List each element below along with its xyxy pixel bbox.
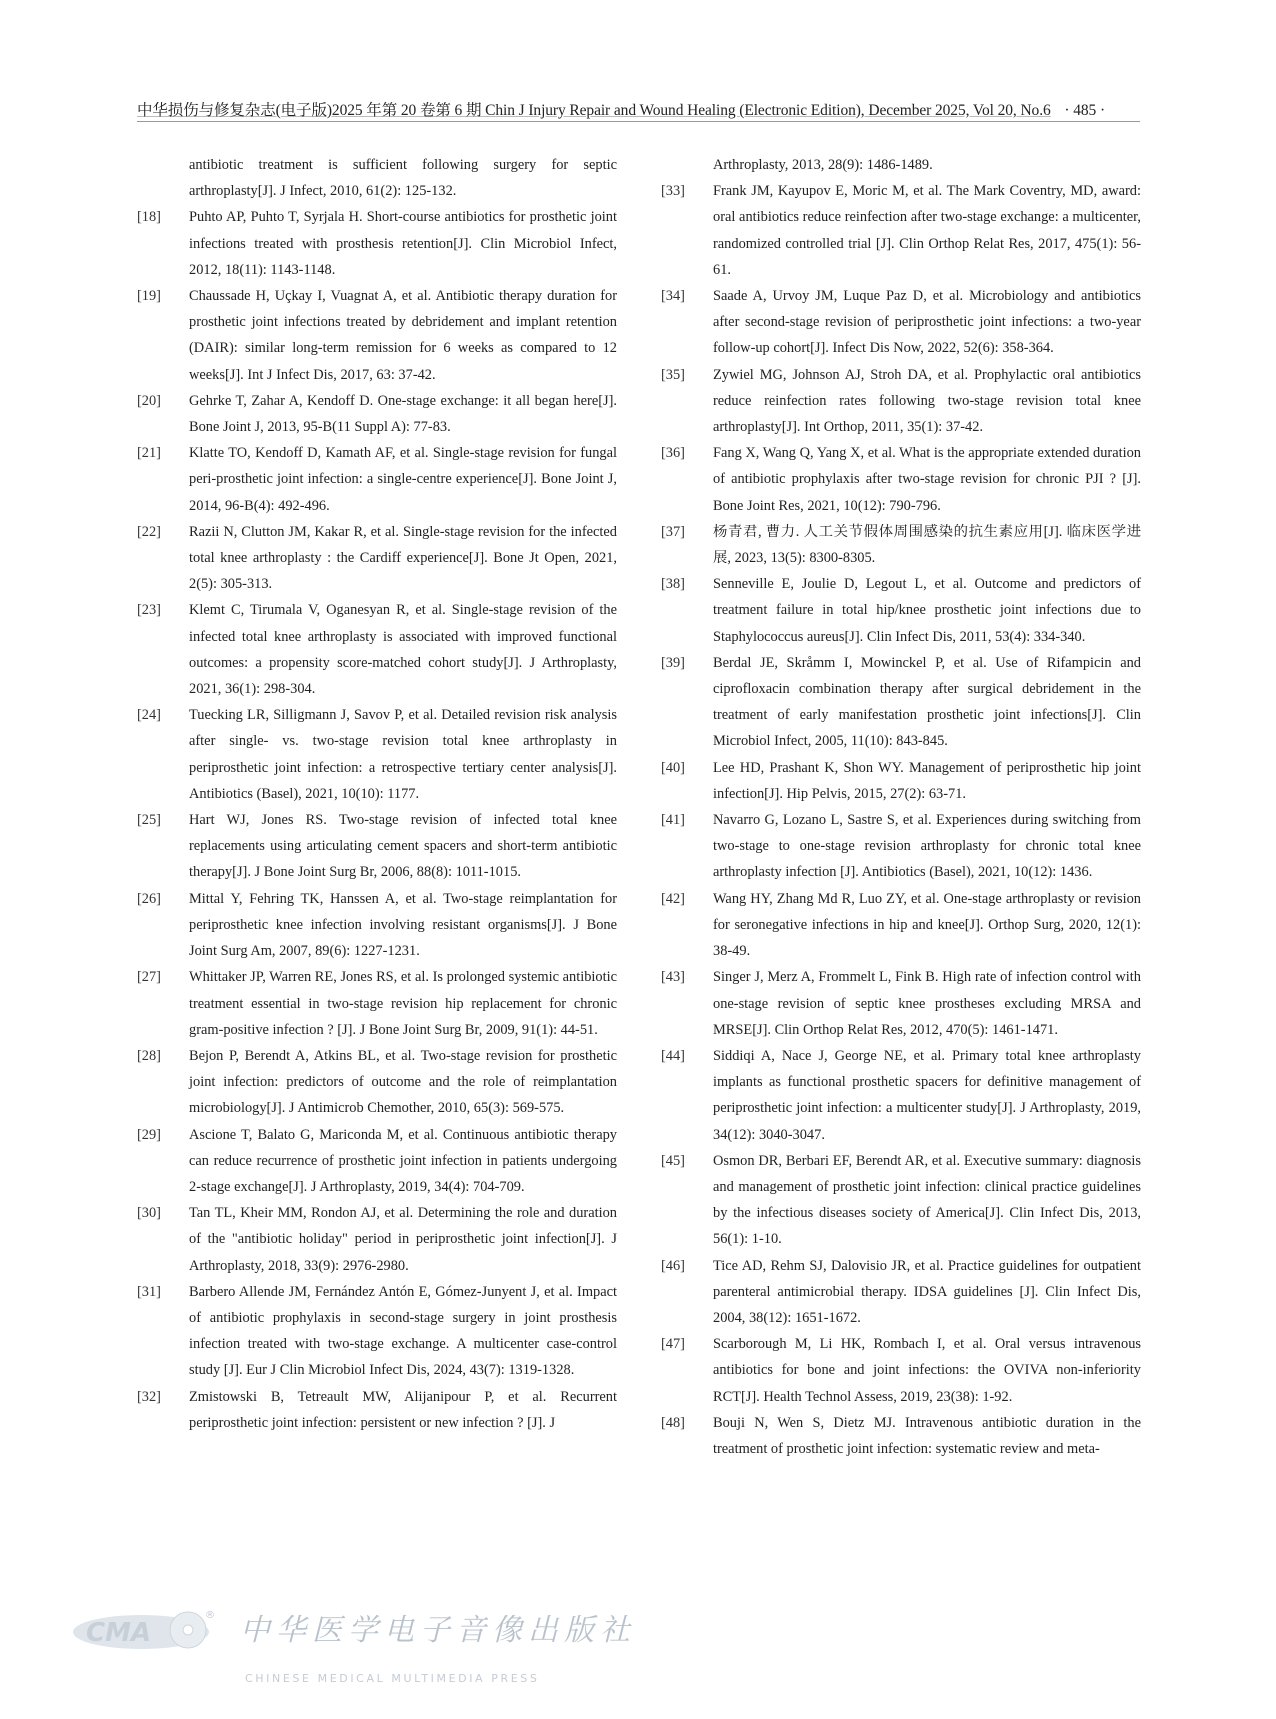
reference-number: [24] <box>137 707 161 724</box>
reference-text: Fang X, Wang Q, Yang X, et al. What is the appropriate extended duration of antibiotic prophylaxis after two-stage revision for chronic PJI ? [J]. Bone Joint Res, 2021, 10(12): 790-796. <box>713 445 1141 514</box>
reference-text: Senneville E, Joulie D, Legout L, et al. Outcome and predictors of treatment failure in total hip/knee prosthetic joint infections due to Staphylococcus aureus[J]. Clin Infect Dis, 2011, 53(4): 334-340. <box>713 576 1141 645</box>
reference-number: [44] <box>661 1047 685 1064</box>
reference-number: [25] <box>137 812 161 829</box>
reference-text: Barbero Allende JM, Fernández Antón E, Gómez-Junyent J, et al. Impact of antibiotic prophylaxis in second-stage surgery in joint prosthesis infection treated with two-stage exchange. A multicenter case-control study [J]. Eur J Clin Microbiol Infect Dis, 2024, 43(7): 1319-1328. <box>189 1283 617 1379</box>
reference-entry <box>661 440 1141 519</box>
reference-text: Bejon P, Berendt A, Atkins BL, et al. Two-stage revision for prosthetic joint infection: predictors of outcome and the role of reimplantation microbiology[J]. J Antimicrob Chemother, 2010, 65(3): 569-575. <box>189 1047 617 1117</box>
reference-text: Bouji N, Wen S, Dietz MJ. Intravenous antibiotic duration in the treatment of prosthetic joint infection: systematic review and meta- <box>713 1414 1141 1457</box>
reference-number: [38] <box>661 576 685 593</box>
reference-number: [30] <box>137 1205 161 1222</box>
reference-number: [20] <box>137 392 161 409</box>
reference-entry <box>137 440 617 519</box>
reference-text: Berdal JE, Skråmm I, Mowinckel P, et al. Use of Rifampicin and ciprofloxacin combination therapy after surgical debridement in the treatment of early manifestation prosthetic joint infections[J]. Clin Microbiol Infect, 2005, 11(10): 843-845. <box>713 654 1141 750</box>
reference-number: [31] <box>137 1283 161 1300</box>
reference-entry <box>137 597 617 702</box>
reference-entry <box>137 702 617 807</box>
press-name-english: CHINESE MEDICAL MULTIMEDIA PRESS <box>245 1672 540 1685</box>
reference-entry <box>137 388 617 440</box>
reference-entry <box>137 807 617 886</box>
reference-number: [18] <box>137 209 161 226</box>
reference-text: Saade A, Urvoy JM, Luque Paz D, et al. Microbiology and antibiotics after second-stage revision of periprosthetic joint infections: a two-year follow-up cohort[J]. Infect Dis Now, 2022, 52(6): 358-364. <box>713 288 1141 357</box>
reference-text: Puhto AP, Puhto T, Syrjala H. Short-course antibiotics for prosthetic joint infections treated with prosthesis retention[J]. Clin Microbiol Infect, 2012, 18(11): 1143-1148. <box>189 209 617 278</box>
reference-column-left <box>137 152 617 1436</box>
reference-entry <box>661 807 1141 886</box>
reference-text: Wang HY, Zhang Md R, Luo ZY, et al. One-stage arthroplasty or revision for seronegative infections in hip and knee[J]. Orthop Surg, 2020, 12(1): 38-49. <box>713 890 1141 960</box>
press-name-chinese: 中华医学电子音像出版社 <box>240 1613 636 1648</box>
reference-entry <box>661 1148 1141 1253</box>
running-header <box>137 98 1152 120</box>
reference-number: [39] <box>661 654 685 671</box>
reference-entry <box>661 283 1141 362</box>
reference-entry <box>661 1043 1141 1148</box>
reference-entry <box>137 1279 617 1384</box>
reference-number: [29] <box>137 1126 161 1143</box>
reference-text: Navarro G, Lozano L, Sastre S, et al. Experiences during switching from two-stage to one-stage revision arthroplasty for chronic total knee arthroplasty infection [J]. Antibiotics (Basel), 2021, 10(12): 1436. <box>713 812 1141 881</box>
reference-entry <box>661 1331 1141 1410</box>
reference-entry <box>137 204 617 283</box>
reference-number: [46] <box>661 1257 685 1274</box>
reference-number: [40] <box>661 759 685 776</box>
reference-number: [19] <box>137 288 161 305</box>
reference-entry <box>661 886 1141 965</box>
reference-text: Mittal Y, Fehring TK, Hanssen A, et al. Two-stage reimplantation for periprosthetic knee infection involving resistant organisms[J]. J Bone Joint Surg Am, 2007, 89(6): 1227-1231. <box>189 890 617 960</box>
reference-number: [33] <box>661 183 685 200</box>
reference-text: Tan TL, Kheir MM, Rondon AJ, et al. Determining the role and duration of the "antibiotic holiday" period in periprosthetic joint infection[J]. J Arthroplasty, 2018, 33(9): 2976-2980. <box>189 1205 617 1274</box>
journal-citation-line: 中华损伤与修复杂志(电子版)2025 年第 20 卷第 6 期 Chin J Injury Repair and Wound Healing (Electronic Edition), December 2025, Vol 20, No.6 <box>137 102 1051 119</box>
reference-entry-continuation <box>661 152 1141 178</box>
reference-number: [47] <box>661 1336 685 1353</box>
reference-text: Zywiel MG, Johnson AJ, Stroh DA, et al. Prophylactic oral antibiotics reduce reinfection rates following two-stage revision total knee arthroplasty[J]. Int Orthop, 2011, 35(1): 37-42. <box>713 366 1141 436</box>
reference-entry <box>661 1253 1141 1332</box>
reference-number: [48] <box>661 1414 685 1431</box>
reference-text: Razii N, Clutton JM, Kakar R, et al. Single-stage revision for the infected total knee arthroplasty : the Cardiff experience[J]. Bone Jt Open, 2021, 2(5): 305-313. <box>189 523 617 593</box>
reference-entry <box>661 964 1141 1043</box>
reference-entry <box>661 178 1141 283</box>
reference-entry <box>661 755 1141 807</box>
reference-entry <box>137 1384 617 1436</box>
reference-entry <box>661 1410 1141 1462</box>
reference-text: Arthroplasty, 2013, 28(9): 1486-1489. <box>713 157 933 173</box>
logo-lettering: CMA <box>86 1618 152 1648</box>
reference-entry <box>661 650 1141 755</box>
reference-text: Osmon DR, Berbari EF, Berendt AR, et al. Executive summary: diagnosis and management of prosthetic joint infection: clinical practice guidelines by the infectious diseases society of America[J]. Clin Infect Dis, 2013, 56(1): 1-10. <box>713 1152 1141 1248</box>
reference-entry <box>137 1122 617 1201</box>
cma-logo-icon <box>70 1608 215 1652</box>
reference-text: Lee HD, Prashant K, Shon WY. Management of periprosthetic hip joint infection[J]. Hip Pelvis, 2015, 27(2): 63-71. <box>713 759 1141 802</box>
reference-entry <box>137 1200 617 1279</box>
reference-number: [42] <box>661 890 685 907</box>
reference-text: Gehrke T, Zahar A, Kendoff D. One-stage exchange: it all began here[J]. Bone Joint J, 2013, 95-B(11 Suppl A): 77-83. <box>189 392 617 436</box>
reference-number: [34] <box>661 288 685 305</box>
reference-text: Klatte TO, Kendoff D, Kamath AF, et al. Single-stage revision for fungal peri-prosthetic joint infection: a single-centre experience[J]. Bone Joint J, 2014, 96-B(4): 492-496. <box>189 445 617 514</box>
reference-number: [23] <box>137 602 161 619</box>
reference-entry <box>661 571 1141 650</box>
reference-number: [27] <box>137 969 161 986</box>
reference-text: Tuecking LR, Silligmann J, Savov P, et al. Detailed revision risk analysis after single- vs. two-stage revision total knee arthroplasty in periprosthetic joint infection: a retrospective tertiary center analysis[J]. Antibiotics (Basel), 2021, 10(10): 1177. <box>189 707 617 802</box>
reference-number: [21] <box>137 445 161 462</box>
reference-number: [35] <box>661 366 685 383</box>
reference-entry <box>661 519 1141 571</box>
reference-entry <box>661 362 1141 441</box>
reference-entry <box>137 519 617 598</box>
reference-text: Whittaker JP, Warren RE, Jones RS, et al. Is prolonged systemic antibiotic treatment essential in two-stage revision hip replacement for chronic gram-positive infection ? [J]. J Bone Joint Surg Br, 2009, 91(1): 44-51. <box>189 969 617 1038</box>
reference-text: 杨青君, 曹力. 人工关节假体周围感染的抗生素应用[J]. 临床医学进展, 2023, 13(5): 8300-8305. <box>713 523 1141 567</box>
reference-text: Singer J, Merz A, Frommelt L, Fink B. High rate of infection control with one-stage revision of septic knee prostheses excluding MRSA and MRSE[J]. Clin Orthop Relat Res, 2012, 470(5): 1461-1471. <box>713 969 1141 1038</box>
reference-text: Zmistowski B, Tetreault MW, Alijanipour P, et al. Recurrent periprosthetic joint infection: persistent or new infection ? [J]. J <box>189 1388 617 1431</box>
page-number: · 485 · <box>1064 102 1106 119</box>
reference-column-right <box>661 152 1141 1462</box>
reference-entry <box>137 886 617 965</box>
reference-text: Klemt C, Tirumala V, Oganesyan R, et al. Single-stage revision of the infected total knee arthroplasty is associated with improved functional outcomes: a propensity score-matched cohort study[J]. J Arthroplasty, 2021, 36(1): 298-304. <box>189 602 617 698</box>
registered-mark: ® <box>205 1610 215 1621</box>
reference-entry <box>137 964 617 1043</box>
reference-text: Tice AD, Rehm SJ, Dalovisio JR, et al. Practice guidelines for outpatient parenteral antimicrobial therapy. IDSA guidelines [J]. Clin Infect Dis, 2004, 38(12): 1651-1672. <box>713 1257 1141 1326</box>
reference-text: antibiotic treatment is sufficient following surgery for septic arthroplasty[J]. J Infect, 2010, 61(2): 125-132. <box>189 157 617 200</box>
reference-number: [32] <box>137 1388 161 1405</box>
reference-text: Scarborough M, Li HK, Rombach I, et al. Oral versus intravenous antibiotics for bone and joint infections: the OVIVA non-inferiority RCT[J]. Health Technol Assess, 2019, 23(38): 1-92. <box>713 1336 1141 1405</box>
reference-text: Frank JM, Kayupov E, Moric M, et al. The Mark Coventry, MD, award: oral antibiotics reduce reinfection after two-stage exchange: a multicenter, randomized controlled trial [J]. Clin Orthop Relat Res, 2017, 475(1): 56-61. <box>713 183 1141 278</box>
reference-entry <box>137 283 617 388</box>
reference-entry-continuation <box>137 152 617 204</box>
reference-text: Siddiqi A, Nace J, George NE, et al. Primary total knee arthroplasty implants as functional prosthetic spacers for definitive management of periprosthetic joint infection: a multicenter study[J]. J Arthroplasty, 2019, 34(12): 3040-3047. <box>713 1047 1141 1143</box>
reference-number: [26] <box>137 890 161 907</box>
reference-number: [45] <box>661 1152 685 1169</box>
reference-entry <box>137 1043 617 1122</box>
reference-text: Hart WJ, Jones RS. Two-stage revision of infected total knee replacements using articulating cement spacers and short-term antibiotic therapy[J]. J Bone Joint Surg Br, 2006, 88(8): 1011-1015. <box>189 812 617 881</box>
reference-number: [41] <box>661 812 685 829</box>
reference-number: [43] <box>661 969 685 986</box>
reference-number: [28] <box>137 1047 161 1064</box>
reference-text: Chaussade H, Uçkay I, Vuagnat A, et al. Antibiotic therapy duration for prosthetic joint infections treated by debridement and implant retention (DAIR): similar long-term remission for 6 weeks as compared to 12 weeks[J]. Int J Infect Dis, 2017, 63: 37-42. <box>189 288 617 383</box>
reference-text: Ascione T, Balato G, Mariconda M, et al. Continuous antibiotic therapy can reduce recurrence of prosthetic joint infection in patients undergoing 2-stage exchange[J]. J Arthroplasty, 2019, 34(4): 704-709. <box>189 1126 617 1195</box>
reference-number: [36] <box>661 445 685 462</box>
reference-number: [22] <box>137 523 161 540</box>
header-rule <box>137 121 1140 122</box>
reference-number: [37] <box>661 523 685 540</box>
